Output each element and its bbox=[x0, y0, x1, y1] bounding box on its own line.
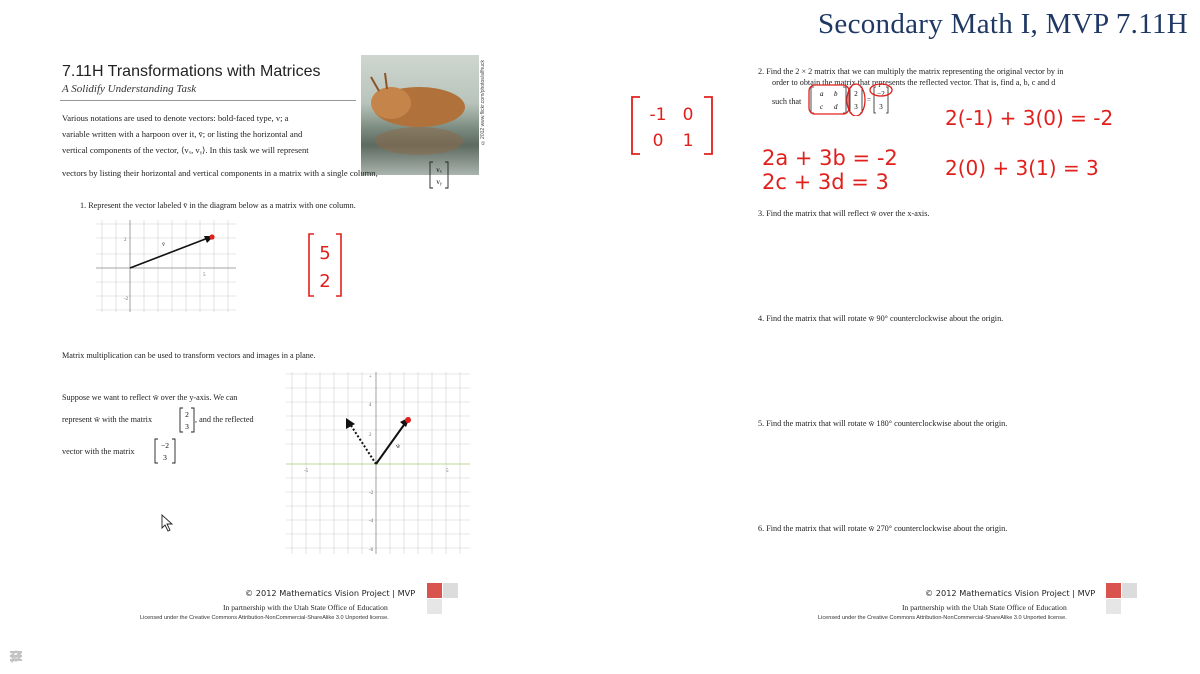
intro-paragraph bbox=[62, 110, 362, 158]
slug-photo bbox=[361, 55, 479, 175]
matrix-multiplication-text: Matrix multiplication can be used to transform vectors and images in a plane. bbox=[62, 351, 316, 360]
reflect-d: 1 bbox=[682, 131, 694, 151]
vector-v-endpoint bbox=[209, 234, 214, 239]
task-title: 7.11H Transformations with Matrices bbox=[62, 63, 321, 80]
q2-result-top: −2 bbox=[877, 90, 885, 98]
answer1-top: 5 bbox=[319, 243, 331, 264]
question-5: 5. Find the matrix that will rotate w̄ 180° counterclockwise about the origin. bbox=[758, 419, 1008, 428]
left-footer-copyright: © 2012 Mathematics Vision Project | MVP bbox=[245, 588, 416, 598]
handwritten-equations-system bbox=[762, 146, 898, 194]
svg-text:5: 5 bbox=[203, 273, 206, 278]
vector-w-endpoint bbox=[405, 417, 411, 423]
question-6: 6. Find the matrix that will rotate w̄ 270° counterclockwise about the origin. bbox=[758, 524, 1008, 533]
w-matrix bbox=[179, 407, 195, 433]
intro-line-2: variable written with a harpoon over it, v̄; or listing the horizontal and bbox=[62, 129, 303, 139]
svg-text:-2: -2 bbox=[124, 297, 129, 302]
vector-v-arrow bbox=[130, 238, 208, 268]
vector-w-arrow bbox=[376, 422, 406, 464]
svg-text:5: 5 bbox=[446, 469, 449, 474]
w-matrix-top: 2 bbox=[185, 410, 189, 419]
q2-line-2: order to obtain the matrix that represents the reflected vector. That is, find a, b, c and d bbox=[772, 78, 1056, 87]
q2-d: d bbox=[834, 103, 838, 111]
svg-text:-6: -6 bbox=[369, 548, 374, 553]
svg-text:vₓ: vₓ bbox=[436, 166, 442, 174]
suppose-line-2b: , and the reflected bbox=[195, 415, 254, 424]
eq-3: 2(-1) + 3(0) = -2 bbox=[945, 106, 1114, 130]
photo-credit: ©2012 www.flickr.com/photos/alfhuck bbox=[480, 60, 486, 145]
graph1-label: v̄ bbox=[162, 242, 165, 248]
slug-illustration bbox=[361, 55, 479, 175]
svg-text:2: 2 bbox=[124, 238, 127, 243]
mvp-logo-gray bbox=[443, 583, 458, 598]
mvp-logo-gray-right bbox=[1122, 583, 1137, 598]
eq-1: 2a + 3b = -2 bbox=[762, 146, 898, 170]
handwritten-answer-1 bbox=[306, 232, 346, 300]
eq-4: 2(0) + 3(1) = 3 bbox=[945, 156, 1099, 180]
q2-line-1: 2. Find the 2 × 2 matrix that we can multiply the matrix representing the original vector by in bbox=[758, 67, 1064, 76]
mouse-cursor-icon bbox=[161, 514, 175, 532]
right-footer-copyright: © 2012 Mathematics Vision Project | MVP bbox=[925, 588, 1096, 598]
reflected-matrix-bottom: 3 bbox=[163, 453, 167, 462]
suppose-line-2a: represent w̄ with the matrix bbox=[62, 415, 153, 424]
svg-text:-5: -5 bbox=[304, 469, 309, 474]
svg-text:vᵧ: vᵧ bbox=[436, 178, 442, 186]
intro-line-4: vectors by listing their horizontal and vertical components in a matrix with a single column, bbox=[62, 168, 378, 178]
question-1: 1. Represent the vector labeled v̄ in the diagram below as a matrix with one column. bbox=[80, 201, 356, 210]
question-3: 3. Find the matrix that will reflect w̄ over the x-axis. bbox=[758, 209, 930, 218]
forward-arrow-icon[interactable] bbox=[8, 649, 24, 663]
svg-text:2: 2 bbox=[369, 433, 372, 438]
suppose-line-1: Suppose we want to reflect w̄ over the y-axis. We can bbox=[62, 393, 238, 402]
svg-text:+: + bbox=[369, 375, 372, 380]
svg-text:=: = bbox=[867, 96, 871, 104]
graph-vector-v bbox=[96, 220, 236, 312]
q2-vec-bottom: 3 bbox=[854, 103, 858, 111]
svg-text:4: 4 bbox=[369, 403, 372, 408]
reflect-a: -1 bbox=[649, 105, 667, 125]
q2-a: a bbox=[820, 90, 824, 98]
question-2 bbox=[758, 66, 1063, 88]
presentation-title: Secondary Math I, MVP 7.11H bbox=[817, 8, 1188, 40]
q2-equation bbox=[806, 82, 896, 116]
w-matrix-bottom: 3 bbox=[185, 422, 189, 431]
q2-result-bottom: 3 bbox=[879, 103, 883, 111]
task-subtitle: A Solidify Understanding Task bbox=[62, 83, 197, 95]
right-footer-partner: In partnership with the Utah State Office of Education bbox=[902, 603, 1067, 612]
mvp-logo-red-right bbox=[1106, 583, 1121, 598]
intro-line-3: vertical components of the vector, ⟨vₓ, vᵧ⟩. In this task we will represent bbox=[62, 145, 309, 155]
mvp-logo-gray-right-2 bbox=[1106, 599, 1121, 614]
svg-text:-4: -4 bbox=[369, 519, 374, 524]
answer1-bottom: 2 bbox=[319, 271, 331, 292]
eq-2: 2c + 3d = 3 bbox=[762, 170, 889, 194]
graph-vector-w bbox=[286, 372, 470, 554]
q2-vec-top: 2 bbox=[854, 90, 858, 98]
q2-line-3: such that bbox=[772, 97, 802, 106]
mvp-logo-gray-2 bbox=[427, 599, 442, 614]
mvp-logo-red bbox=[427, 583, 442, 598]
left-footer-license: Licensed under the Creative Commons Attribution-NonCommercial-ShareAlike 3.0 Unported license. bbox=[140, 615, 389, 621]
reflect-b: 0 bbox=[682, 105, 694, 125]
svg-text:-2: -2 bbox=[369, 491, 374, 496]
suppose-line-3: vector with the matrix bbox=[62, 447, 135, 456]
handwritten-reflect-matrix bbox=[628, 94, 718, 158]
reflected-matrix bbox=[154, 438, 176, 464]
left-footer-partner: In partnership with the Utah State Office of Education bbox=[223, 603, 388, 612]
graph2-label: w̄ bbox=[396, 444, 401, 450]
intro-line-1: Various notations are used to denote vectors: bold-faced type, v; a bbox=[62, 113, 289, 123]
right-footer-license: Licensed under the Creative Commons Attribution-NonCommercial-ShareAlike 3.0 Unported license. bbox=[818, 615, 1067, 621]
q2-c: c bbox=[820, 103, 824, 111]
column-matrix-symbol bbox=[428, 160, 450, 190]
q2-b: b bbox=[834, 90, 838, 98]
question-4: 4. Find the matrix that will rotate w̄ 90° counterclockwise about the origin. bbox=[758, 314, 1004, 323]
reflect-c: 0 bbox=[652, 131, 664, 151]
title-divider bbox=[60, 100, 356, 101]
reflected-matrix-top: −2 bbox=[161, 441, 169, 450]
